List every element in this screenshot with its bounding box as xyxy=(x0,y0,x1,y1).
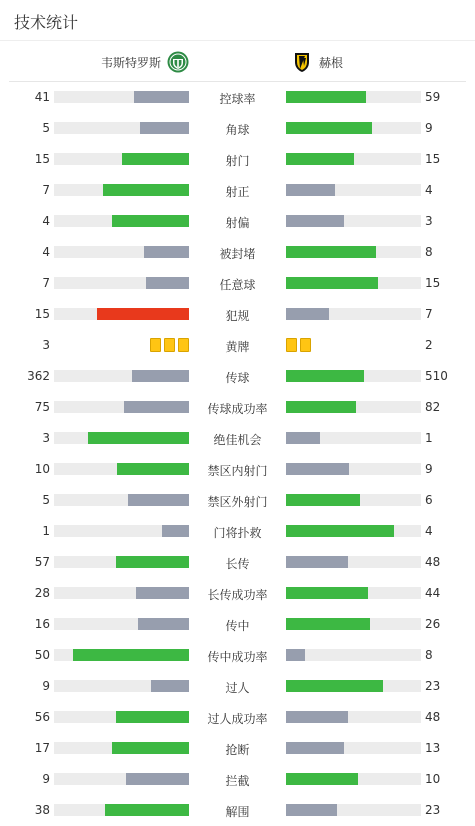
home-stat-value: 362 xyxy=(27,369,50,383)
away-stat-value: 48 xyxy=(425,555,441,569)
home-stat-value: 1 xyxy=(42,524,50,538)
stat-row xyxy=(0,671,475,702)
home-stat-bar-fill xyxy=(136,587,189,599)
away-stat-bar-fill xyxy=(286,711,348,723)
stat-label: 传中成功率 xyxy=(207,650,268,664)
away-stat-bar-fill xyxy=(286,91,366,103)
home-stat-bar xyxy=(54,401,189,413)
away-stat-value: 23 xyxy=(425,803,441,817)
away-stat-bar xyxy=(286,618,421,630)
away-stat-bar-fill xyxy=(286,773,358,785)
away-stat-value: 8 xyxy=(425,245,433,259)
stat-row xyxy=(0,392,475,423)
home-stat-bar-fill xyxy=(112,215,189,227)
away-stat-bar xyxy=(286,556,421,568)
home-stat-bar xyxy=(54,649,189,661)
stat-label: 任意球 xyxy=(219,278,256,292)
home-stat-bar-fill xyxy=(144,246,189,258)
away-stat-value: 26 xyxy=(425,617,441,631)
home-team[interactable] xyxy=(101,51,189,73)
away-stat-bar xyxy=(286,680,421,692)
away-stat-bar xyxy=(286,215,421,227)
home-stat-value: 4 xyxy=(42,245,50,259)
away-stat-value: 82 xyxy=(425,400,441,414)
away-team[interactable] xyxy=(291,51,343,73)
home-stat-value: 7 xyxy=(42,183,50,197)
home-stat-value: 17 xyxy=(34,741,50,755)
stat-label: 射门 xyxy=(225,154,250,168)
away-stat-value: 9 xyxy=(425,462,433,476)
teams-header xyxy=(9,41,466,82)
home-stat-value: 15 xyxy=(34,152,50,166)
away-stat-bar xyxy=(286,587,421,599)
home-stat-value: 41 xyxy=(34,90,50,104)
stat-row xyxy=(0,795,475,826)
home-stat-bar xyxy=(54,215,189,227)
away-stat-bar xyxy=(286,773,421,785)
home-stat-value: 4 xyxy=(42,214,50,228)
away-stat-bar-fill xyxy=(286,525,394,537)
stat-row xyxy=(0,82,475,113)
home-stat-bar-fill xyxy=(140,122,189,134)
stat-label: 禁区内射门 xyxy=(207,464,268,478)
away-stat-bar-fill xyxy=(286,587,368,599)
away-stat-value: 13 xyxy=(425,741,441,755)
home-stat-value: 3 xyxy=(42,431,50,445)
stat-label: 解围 xyxy=(225,805,250,819)
home-stat-bar-fill xyxy=(132,370,189,382)
away-stat-bar xyxy=(286,277,421,289)
away-stat-bar xyxy=(286,153,421,165)
stat-row xyxy=(0,702,475,733)
home-stat-value: 56 xyxy=(34,710,50,724)
away-stat-bar-fill xyxy=(286,556,348,568)
home-stat-bar xyxy=(54,742,189,754)
away-stat-bar xyxy=(286,432,421,444)
stat-label: 射正 xyxy=(225,185,250,199)
away-stat-value: 15 xyxy=(425,152,441,166)
away-yellow-cards xyxy=(286,338,311,352)
home-stat-value: 28 xyxy=(34,586,50,600)
yellow-card-icon xyxy=(164,338,175,352)
stat-row xyxy=(0,268,475,299)
home-stat-bar-fill xyxy=(128,494,189,506)
page-title: 技术统计 xyxy=(14,13,79,32)
away-stat-bar-fill xyxy=(286,680,383,692)
stat-row xyxy=(0,516,475,547)
page-header xyxy=(0,0,475,41)
away-stat-bar-fill xyxy=(286,649,305,661)
stat-row xyxy=(0,733,475,764)
stat-row xyxy=(0,175,475,206)
home-stat-bar xyxy=(54,432,189,444)
stat-row xyxy=(0,578,475,609)
away-stat-bar xyxy=(286,742,421,754)
stat-row xyxy=(0,423,475,454)
home-stat-value: 10 xyxy=(34,462,50,476)
home-stat-bar xyxy=(54,587,189,599)
away-stat-bar xyxy=(286,401,421,413)
stat-row xyxy=(0,640,475,671)
home-stat-bar-fill xyxy=(97,308,189,320)
away-stat-bar xyxy=(286,91,421,103)
home-stat-bar-fill xyxy=(151,680,189,692)
away-stat-value: 1 xyxy=(425,431,433,445)
away-team-badge-icon xyxy=(291,51,313,73)
home-stat-value: 5 xyxy=(42,493,50,507)
home-stat-bar xyxy=(54,680,189,692)
away-stat-bar-fill xyxy=(286,401,356,413)
stat-label: 绝佳机会 xyxy=(213,433,262,447)
home-stat-value: 7 xyxy=(42,276,50,290)
home-stat-bar xyxy=(54,370,189,382)
stat-label: 犯规 xyxy=(225,309,250,323)
home-stat-value: 9 xyxy=(42,772,50,786)
stat-label: 控球率 xyxy=(219,92,256,106)
away-stat-bar xyxy=(286,184,421,196)
stat-label: 传球成功率 xyxy=(207,402,268,416)
yellow-card-icon xyxy=(178,338,189,352)
home-stat-value: 16 xyxy=(34,617,50,631)
away-stat-value: 6 xyxy=(425,493,433,507)
home-stat-bar-fill xyxy=(105,804,189,816)
home-stat-bar-fill xyxy=(162,525,189,537)
stat-row xyxy=(0,330,475,361)
yellow-card-icon xyxy=(286,338,297,352)
stat-label: 拦截 xyxy=(225,774,250,788)
yellow-card-icon xyxy=(150,338,161,352)
stat-row xyxy=(0,361,475,392)
home-stat-bar-fill xyxy=(134,91,189,103)
away-stat-bar-fill xyxy=(286,742,344,754)
home-stat-value: 5 xyxy=(42,121,50,135)
home-stat-bar xyxy=(54,153,189,165)
home-stat-value: 75 xyxy=(34,400,50,414)
stat-row xyxy=(0,764,475,795)
stats-list xyxy=(0,82,475,826)
away-stat-bar-fill xyxy=(286,432,320,444)
away-stat-value: 23 xyxy=(425,679,441,693)
stat-row xyxy=(0,299,475,330)
stat-label: 过人成功率 xyxy=(207,712,268,726)
away-stat-value: 59 xyxy=(425,90,441,104)
home-stat-bar-fill xyxy=(88,432,189,444)
stat-label: 抢断 xyxy=(225,743,250,757)
stat-label: 传球 xyxy=(225,371,250,385)
stat-label: 角球 xyxy=(225,123,250,137)
stat-label: 传中 xyxy=(225,619,250,633)
home-stat-bar-fill xyxy=(116,556,189,568)
away-stat-bar-fill xyxy=(286,246,376,258)
home-stat-bar xyxy=(54,711,189,723)
away-stat-bar-fill xyxy=(286,618,370,630)
away-stat-value: 15 xyxy=(425,276,441,290)
yellow-card-icon xyxy=(300,338,311,352)
away-stat-bar-fill xyxy=(286,494,360,506)
stat-label: 禁区外射门 xyxy=(207,495,268,509)
stat-label: 长传成功率 xyxy=(207,588,268,602)
away-stat-bar-fill xyxy=(286,215,344,227)
away-stat-value: 8 xyxy=(425,648,433,662)
away-stat-bar xyxy=(286,494,421,506)
away-stat-value: 44 xyxy=(425,586,441,600)
home-stat-bar xyxy=(54,122,189,134)
away-stat-value: 10 xyxy=(425,772,441,786)
stat-row xyxy=(0,144,475,175)
away-stat-bar xyxy=(286,308,421,320)
home-stat-bar xyxy=(54,494,189,506)
home-stat-bar xyxy=(54,308,189,320)
home-stat-bar-fill xyxy=(117,463,189,475)
away-stat-value: 510 xyxy=(425,369,448,383)
home-stat-bar xyxy=(54,525,189,537)
home-stat-bar-fill xyxy=(124,401,189,413)
away-stat-bar-fill xyxy=(286,308,329,320)
away-stat-bar xyxy=(286,804,421,816)
stat-row xyxy=(0,113,475,144)
home-stat-bar xyxy=(54,556,189,568)
stat-label: 被封堵 xyxy=(219,247,256,261)
home-team-name: 韦斯特罗斯 xyxy=(100,55,161,70)
home-stat-bar-fill xyxy=(103,184,189,196)
away-stat-bar-fill xyxy=(286,153,354,165)
home-stat-value: 57 xyxy=(34,555,50,569)
away-stat-value: 4 xyxy=(425,524,433,538)
home-stat-bar xyxy=(54,246,189,258)
home-team-badge-icon xyxy=(167,51,189,73)
stat-row xyxy=(0,206,475,237)
away-stat-bar-fill xyxy=(286,184,335,196)
stat-row xyxy=(0,454,475,485)
home-stat-bar-fill xyxy=(116,711,189,723)
away-stat-bar-fill xyxy=(286,370,364,382)
away-stat-value: 4 xyxy=(425,183,433,197)
stat-label: 射偏 xyxy=(225,216,250,230)
stat-row xyxy=(0,237,475,268)
away-stat-bar-fill xyxy=(286,122,372,134)
stat-label: 长传 xyxy=(225,557,250,571)
away-stat-value: 48 xyxy=(425,710,441,724)
home-stat-bar-fill xyxy=(112,742,189,754)
away-stat-value: 7 xyxy=(425,307,433,321)
away-team-name: 赫根 xyxy=(319,55,344,70)
stat-label: 黄牌 xyxy=(225,340,250,354)
stat-row xyxy=(0,547,475,578)
home-yellow-cards xyxy=(150,338,189,352)
home-stat-bar xyxy=(54,184,189,196)
away-stat-value: 9 xyxy=(425,121,433,135)
away-stat-bar-fill xyxy=(286,804,337,816)
away-stat-bar xyxy=(286,649,421,661)
stat-row xyxy=(0,485,475,516)
home-stat-bar xyxy=(54,804,189,816)
away-stat-bar xyxy=(286,711,421,723)
home-stat-bar xyxy=(54,773,189,785)
home-stat-bar-fill xyxy=(126,773,189,785)
home-stat-value: 50 xyxy=(34,648,50,662)
away-stat-value: 3 xyxy=(425,214,433,228)
away-stat-value: 2 xyxy=(425,338,433,352)
home-stat-bar xyxy=(54,618,189,630)
stat-label: 门将扑救 xyxy=(213,526,262,540)
away-stat-bar-fill xyxy=(286,463,349,475)
home-stat-value: 9 xyxy=(42,679,50,693)
stat-label: 过人 xyxy=(225,681,250,695)
away-stat-bar xyxy=(286,122,421,134)
away-stat-bar xyxy=(286,463,421,475)
home-stat-bar-fill xyxy=(73,649,189,661)
home-stat-bar-fill xyxy=(122,153,190,165)
home-stat-value: 38 xyxy=(34,803,50,817)
stat-row xyxy=(0,609,475,640)
home-stat-bar-fill xyxy=(138,618,189,630)
away-stat-bar xyxy=(286,370,421,382)
home-stat-bar xyxy=(54,277,189,289)
away-stat-bar xyxy=(286,525,421,537)
home-stat-value: 15 xyxy=(34,307,50,321)
home-stat-bar xyxy=(54,463,189,475)
away-stat-bar xyxy=(286,246,421,258)
home-stat-bar xyxy=(54,91,189,103)
home-stat-bar-fill xyxy=(146,277,189,289)
home-stat-value: 3 xyxy=(42,338,50,352)
away-stat-bar-fill xyxy=(286,277,378,289)
